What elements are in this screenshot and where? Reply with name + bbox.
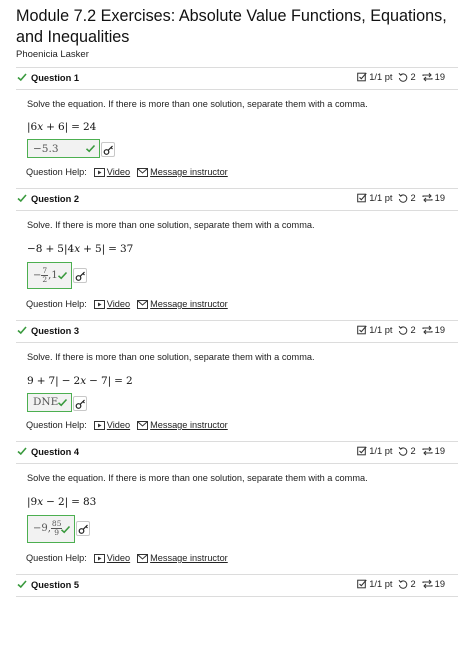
message-instructor-link[interactable] xyxy=(137,420,228,430)
divider xyxy=(16,596,458,597)
question-2-header[interactable] xyxy=(16,191,458,209)
score: 1/1 pt xyxy=(369,579,393,589)
video-link-label: Video xyxy=(106,299,131,309)
attempts: 19 xyxy=(434,579,445,589)
retry-icon xyxy=(398,193,408,203)
question-help xyxy=(26,420,235,430)
question-3-header[interactable] xyxy=(16,323,458,341)
attempts: 19 xyxy=(434,72,445,82)
retries: 2 xyxy=(410,579,416,589)
question-title: Question 3 xyxy=(31,326,80,336)
equation: |9x − 2| = 83 xyxy=(27,496,97,508)
answer-field[interactable] xyxy=(27,139,100,158)
question-help xyxy=(26,299,235,309)
question-prompt: Solve. If there is more than one solution, separate them with a comma. xyxy=(27,352,315,362)
divider xyxy=(16,463,458,464)
score: 1/1 pt xyxy=(369,325,393,335)
answer-correct-icon xyxy=(85,143,96,154)
answer-field[interactable] xyxy=(27,393,72,412)
mail-icon xyxy=(137,168,148,177)
equation: |6x + 6| = 24 xyxy=(27,121,97,133)
retry-icon xyxy=(398,579,408,589)
answer-value xyxy=(33,267,58,284)
correct-check-icon xyxy=(16,324,28,336)
retry-icon xyxy=(398,446,408,456)
answer-correct-icon xyxy=(57,397,68,408)
answer-rest: −9, xyxy=(33,523,51,534)
score-check-icon xyxy=(357,193,367,203)
attempts-icon xyxy=(422,72,433,82)
correct-check-icon xyxy=(16,445,28,457)
divider xyxy=(16,188,458,189)
question-meta xyxy=(357,193,445,203)
answer-sign: − xyxy=(33,270,42,281)
score: 1/1 pt xyxy=(369,72,393,82)
key-icon[interactable] xyxy=(101,142,115,157)
divider xyxy=(16,320,458,321)
video-icon xyxy=(94,421,105,430)
retries: 2 xyxy=(410,446,416,456)
video-icon xyxy=(94,554,105,563)
attempts-icon xyxy=(422,579,433,589)
fraction-numerator: 7 xyxy=(42,266,48,275)
answer-value xyxy=(33,520,62,537)
retries: 2 xyxy=(410,325,416,335)
score-check-icon xyxy=(357,446,367,456)
video-link-label: Video xyxy=(106,167,131,177)
message-instructor-link[interactable] xyxy=(137,167,228,177)
student-name: Phoenicia Lasker xyxy=(16,49,89,60)
question-help xyxy=(26,167,235,177)
fraction-denominator: 2 xyxy=(42,275,48,284)
question-meta xyxy=(357,446,445,456)
question-help-label: Question Help: xyxy=(26,553,87,563)
answer-correct-icon xyxy=(60,524,71,535)
equation: 9 + 7| − 2x − 7| = 2 xyxy=(27,375,133,387)
question-prompt: Solve the equation. If there is more than one solution, separate them with a comma. xyxy=(27,473,368,483)
divider xyxy=(16,210,458,211)
score: 1/1 pt xyxy=(369,193,393,203)
equation: −8 + 5|4x + 5| = 37 xyxy=(27,243,134,255)
attempts-icon xyxy=(422,325,433,335)
key-icon[interactable] xyxy=(73,396,87,411)
question-title: Question 2 xyxy=(31,194,80,204)
answer-field[interactable] xyxy=(27,262,72,289)
message-instructor-label: Message instructor xyxy=(150,167,228,177)
message-instructor-label: Message instructor xyxy=(150,553,228,563)
question-prompt: Solve. If there is more than one solution, separate them with a comma. xyxy=(27,220,315,230)
attempts-icon xyxy=(422,193,433,203)
question-help-label: Question Help: xyxy=(26,299,87,309)
question-1-header[interactable] xyxy=(16,70,458,88)
question-title: Question 1 xyxy=(31,73,80,83)
page-title: Module 7.2 Exercises: Absolute Value Functions, Equations, and Inequalities xyxy=(16,7,447,46)
score-check-icon xyxy=(357,325,367,335)
answer-correct-icon xyxy=(57,270,68,281)
question-help xyxy=(26,553,235,563)
video-link[interactable] xyxy=(94,299,130,309)
question-meta xyxy=(357,72,445,82)
question-title: Question 5 xyxy=(31,580,80,590)
correct-check-icon xyxy=(16,578,28,590)
answer-field[interactable] xyxy=(27,515,75,543)
answer-rest: ,1 xyxy=(48,270,58,281)
question-4-header[interactable] xyxy=(16,444,458,462)
attempts: 19 xyxy=(434,446,445,456)
correct-check-icon xyxy=(16,192,28,204)
attempts: 19 xyxy=(434,325,445,335)
correct-check-icon xyxy=(16,71,28,83)
divider xyxy=(16,342,458,343)
retry-icon xyxy=(398,72,408,82)
divider xyxy=(16,574,458,575)
message-instructor-link[interactable] xyxy=(137,299,228,309)
attempts: 19 xyxy=(434,193,445,203)
video-link[interactable] xyxy=(94,553,130,563)
question-help-label: Question Help: xyxy=(26,420,87,430)
score-check-icon xyxy=(357,72,367,82)
question-prompt: Solve the equation. If there is more than one solution, separate them with a comma. xyxy=(27,99,368,109)
question-help-label: Question Help: xyxy=(26,167,87,177)
score: 1/1 pt xyxy=(369,446,393,456)
retries: 2 xyxy=(410,193,416,203)
retries: 2 xyxy=(410,72,416,82)
message-instructor-link[interactable] xyxy=(137,553,228,563)
answer-value: DNE xyxy=(33,396,59,408)
video-link-label: Video xyxy=(106,553,131,563)
divider xyxy=(16,441,458,442)
divider xyxy=(16,89,458,90)
fraction-numerator: 85 xyxy=(51,519,62,528)
message-instructor-label: Message instructor xyxy=(150,299,228,309)
video-icon xyxy=(94,168,105,177)
key-icon[interactable] xyxy=(76,521,90,536)
fraction-denominator: 9 xyxy=(54,528,60,537)
score-check-icon xyxy=(357,579,367,589)
video-link-label: Video xyxy=(106,420,131,430)
question-meta xyxy=(357,579,445,589)
video-icon xyxy=(94,300,105,309)
question-meta xyxy=(357,325,445,335)
mail-icon xyxy=(137,421,148,430)
mail-icon xyxy=(137,554,148,563)
key-icon[interactable] xyxy=(73,268,87,283)
answer-value: −5.3 xyxy=(33,143,59,155)
mail-icon xyxy=(137,300,148,309)
question-title: Question 4 xyxy=(31,447,80,457)
video-link[interactable] xyxy=(94,167,130,177)
attempts-icon xyxy=(422,446,433,456)
message-instructor-label: Message instructor xyxy=(150,420,228,430)
divider xyxy=(16,67,458,68)
video-link[interactable] xyxy=(94,420,130,430)
retry-icon xyxy=(398,325,408,335)
question-5-header[interactable] xyxy=(16,577,458,595)
